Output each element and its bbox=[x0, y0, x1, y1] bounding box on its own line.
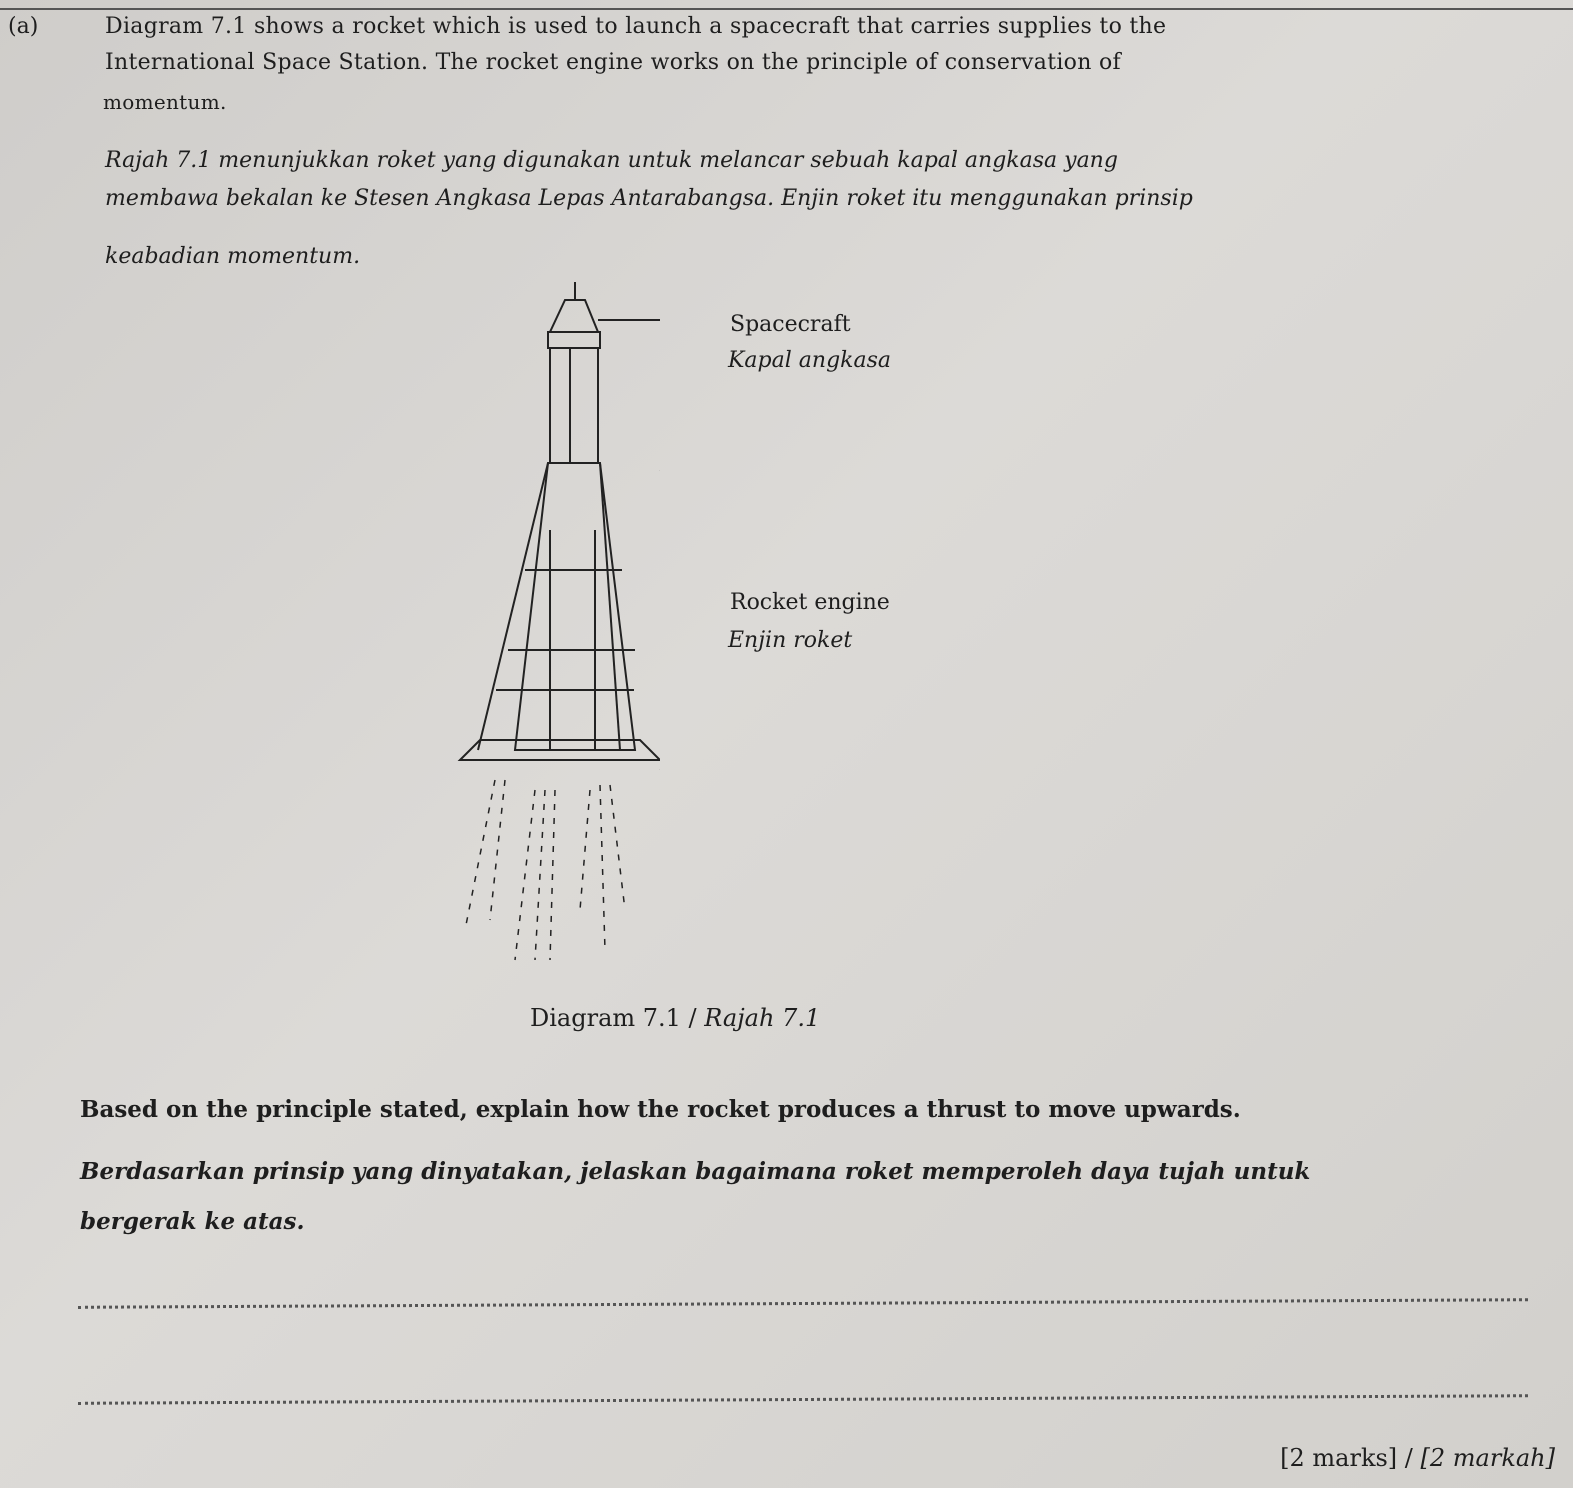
question-text-en-3: momentum. bbox=[103, 90, 227, 114]
label-engine-en: Rocket engine bbox=[730, 590, 890, 615]
prompt-ms-1: Berdasarkan prinsip yang dinyatakan, jelaskan bagaimana roket memperoleh daya tujah untuk bbox=[80, 1158, 1311, 1185]
caption-ms: Rajah 7.1 bbox=[704, 1004, 821, 1032]
prompt-ms-2: bergerak ke atas. bbox=[80, 1208, 305, 1235]
rocket-diagram bbox=[420, 270, 660, 970]
marks-label bbox=[1280, 1444, 1555, 1472]
prompt-en: Based on the principle stated, explain how the rocket produces a thrust to move upwards. bbox=[80, 1096, 1241, 1123]
label-engine-ms: Enjin roket bbox=[728, 628, 853, 653]
marks-en: [2 marks] / bbox=[1280, 1444, 1421, 1472]
spacecraft-nose bbox=[548, 282, 600, 348]
marks-ms: [2 markah] bbox=[1420, 1444, 1555, 1472]
question-text-en-2: International Space Station. The rocket engine works on the principle of conservation of bbox=[105, 50, 1121, 75]
answer-line-2[interactable] bbox=[78, 1394, 1528, 1405]
rocket-engine-body bbox=[460, 463, 660, 760]
rocket-upper-body bbox=[550, 348, 598, 463]
label-spacecraft-ms: Kapal angkasa bbox=[728, 348, 892, 373]
question-text-ms-1: Rajah 7.1 menunjukkan roket yang digunakan untuk melancar sebuah kapal angkasa yang bbox=[105, 148, 1118, 173]
label-spacecraft-en: Spacecraft bbox=[730, 312, 851, 337]
diagram-caption bbox=[530, 1004, 820, 1032]
exhaust-lines bbox=[465, 780, 625, 960]
question-label: (a) bbox=[8, 14, 39, 39]
answer-line-1[interactable] bbox=[78, 1298, 1528, 1309]
question-text-ms-3: keabadian momentum. bbox=[105, 244, 361, 269]
page-top-rule bbox=[0, 8, 1573, 10]
question-text-ms-2: membawa bekalan ke Stesen Angkasa Lepas Antarabangsa. Enjin roket itu menggunakan prinsip bbox=[105, 186, 1193, 211]
question-text-en-1: Diagram 7.1 shows a rocket which is used to launch a spacecraft that carries supplies to the bbox=[105, 14, 1167, 39]
caption-en: Diagram 7.1 / bbox=[530, 1004, 705, 1032]
